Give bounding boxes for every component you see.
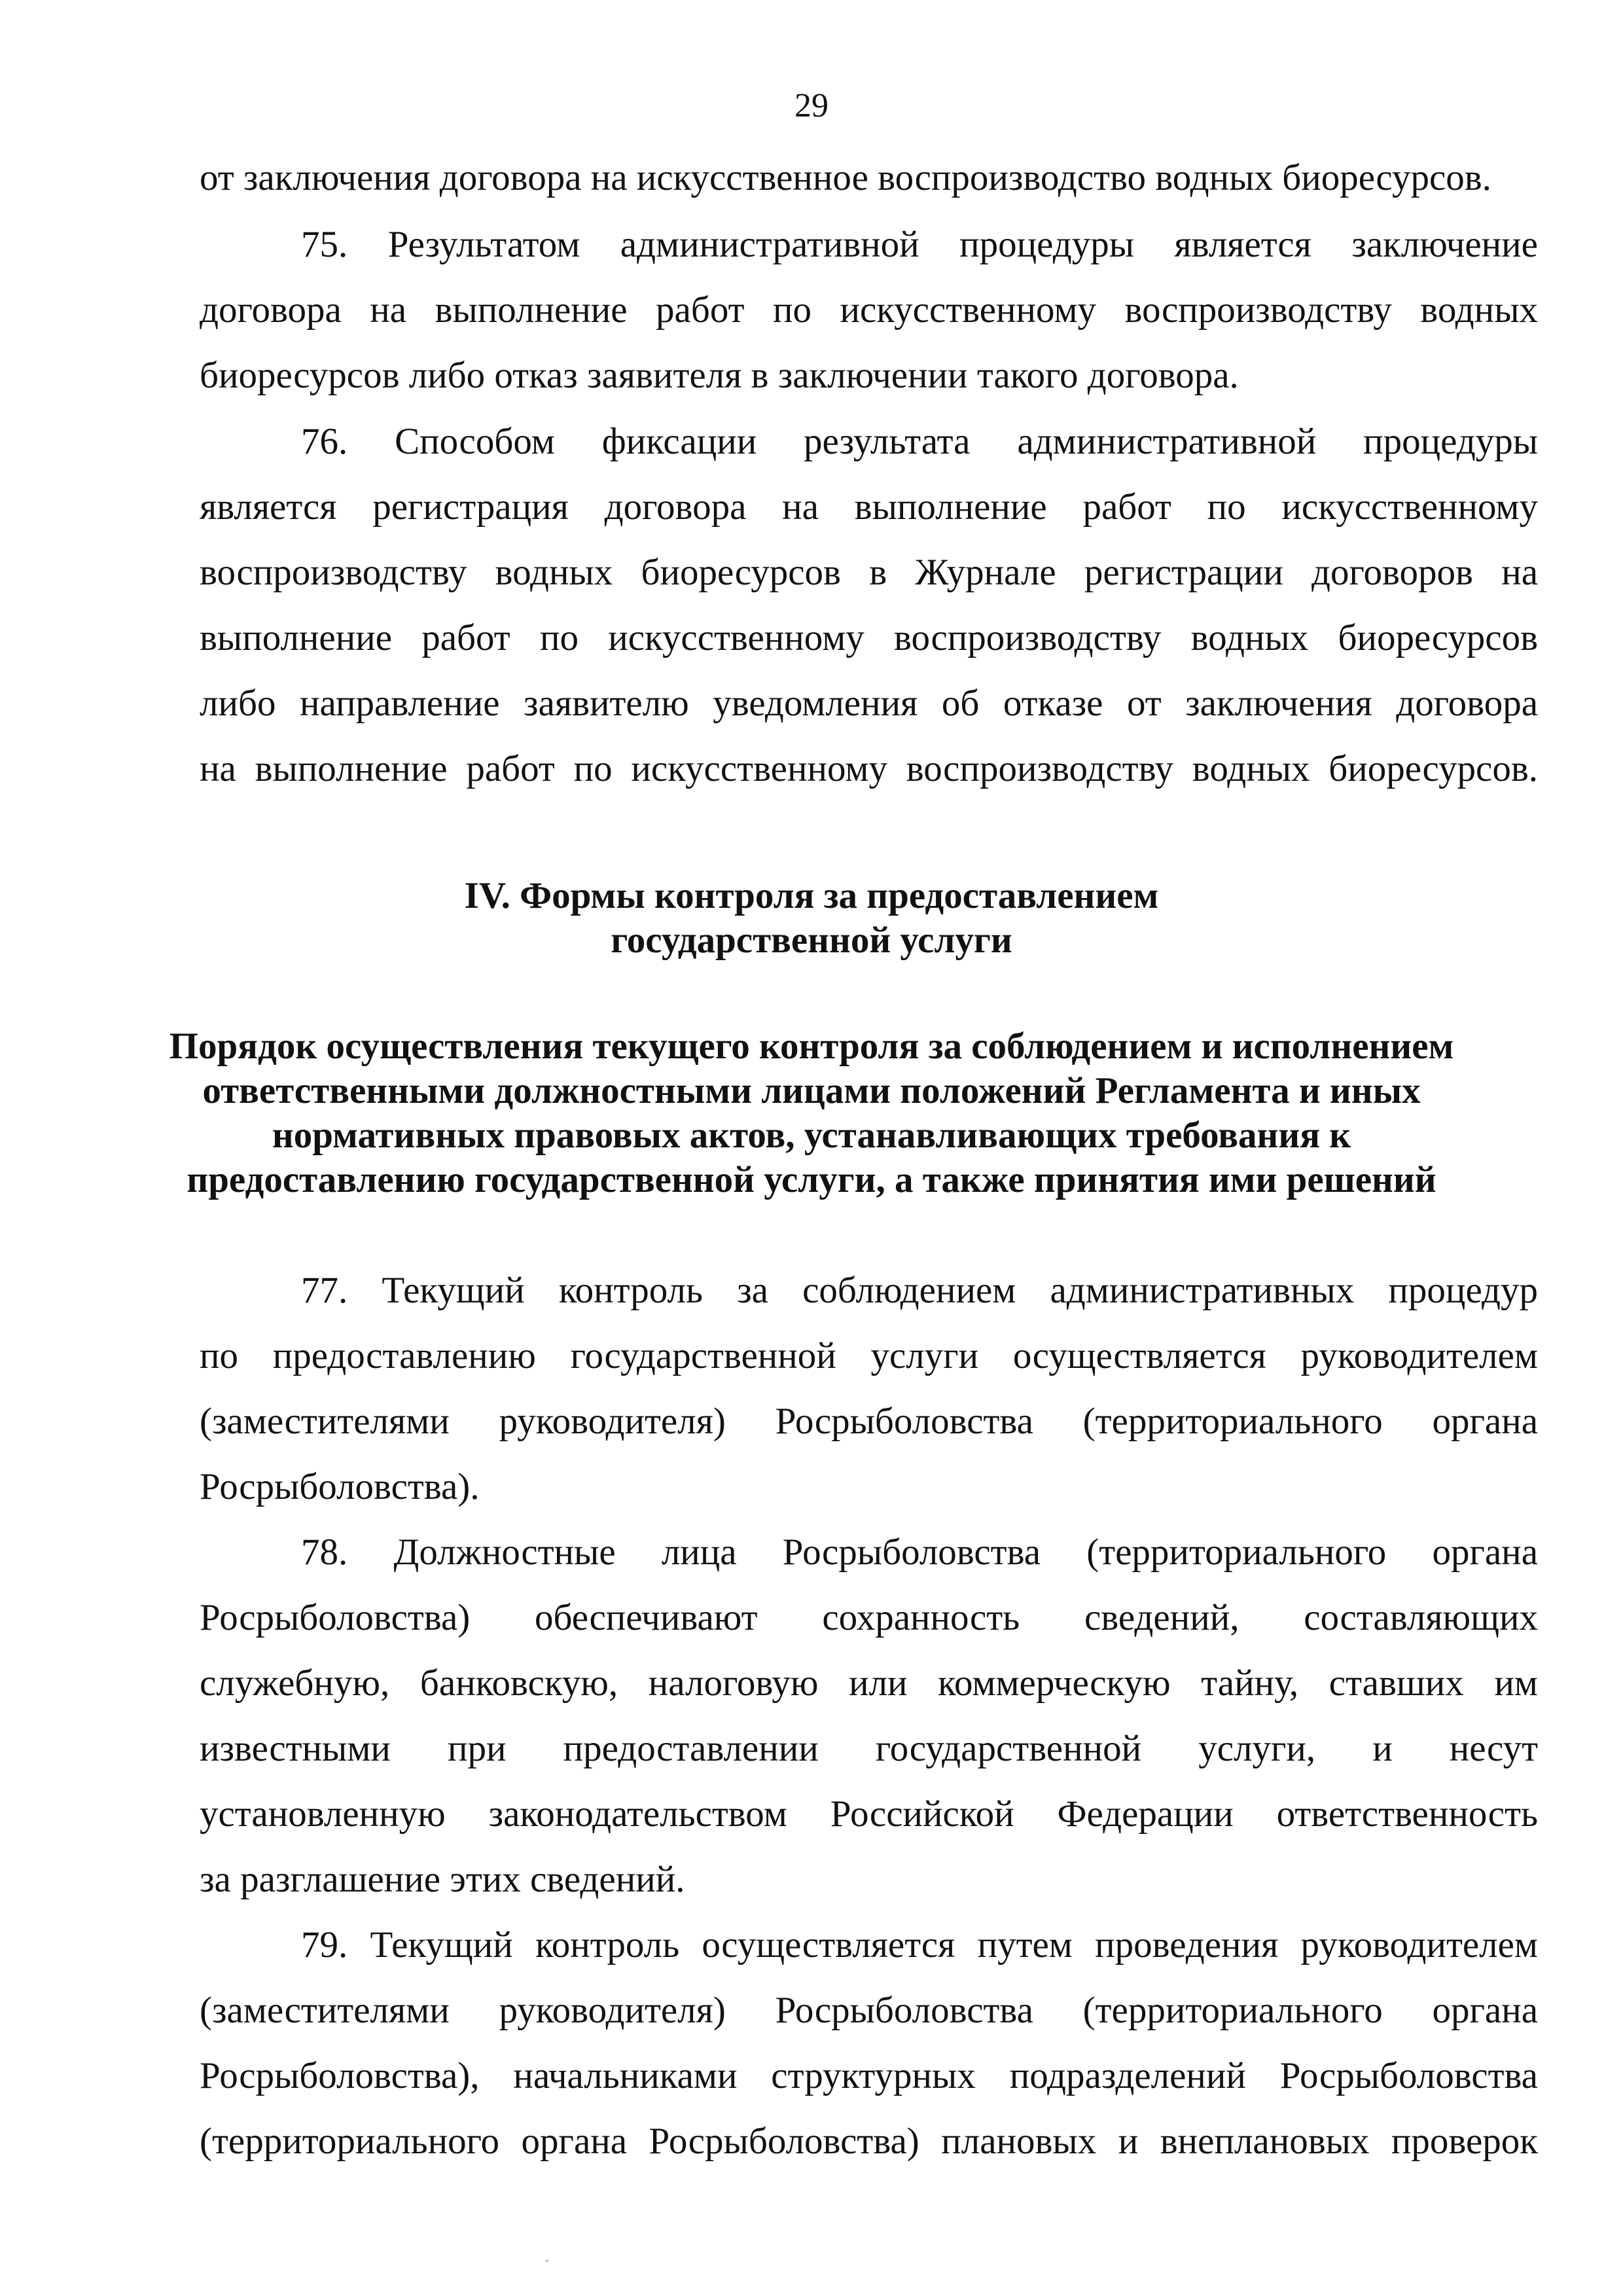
text-line: Росрыболовства). — [200, 1466, 480, 1507]
paragraph-79 — [200, 1912, 1538, 2174]
text-line: биоресурсов либо отказ заявителя в заключении такого договора. — [200, 355, 1239, 396]
text-line: известными при предоставлении государственной услуги, и несут — [200, 1728, 1538, 1769]
subsection-heading-line: ответственными должностными лицами положений Регламента и иных — [202, 1070, 1421, 1111]
text-line: установленную законодательством Российской Федерации ответственность — [200, 1793, 1538, 1835]
text-line: по предоставлению государственной услуги осуществляется руководителем — [200, 1335, 1538, 1376]
section-heading — [0, 874, 1623, 963]
paragraph-75 — [200, 212, 1538, 408]
paragraph-78 — [200, 1520, 1538, 1912]
paragraph-76 — [200, 409, 1538, 802]
text-line: от заключения договора на искусственное воспроизводство водных биоресурсов. — [200, 157, 1491, 198]
text-line: (заместителями руководителя) Росрыболовства (территориального органа — [200, 1401, 1538, 1442]
text-line: на выполнение работ по искусственному воспроизводству водных биоресурсов. — [200, 748, 1538, 789]
intro-paragraph — [200, 145, 1538, 211]
text-line: за разглашение этих сведений. — [200, 1859, 685, 1900]
text-line: 76. Способом фиксации результата административной процедуры — [301, 421, 1538, 462]
subsection-heading-line: нормативных правовых актов, устанавливающих требования к — [272, 1115, 1351, 1156]
text-line: либо направление заявителю уведомления об отказе от заключения договора — [200, 683, 1538, 724]
text-line: воспроизводству водных биоресурсов в Журнале регистрации договоров на — [200, 552, 1538, 593]
text-line: (территориального органа Росрыболовства) плановых и внеплановых проверок — [200, 2121, 1538, 2162]
text-line: 77. Текущий контроль за соблюдением административных процедур — [301, 1270, 1538, 1311]
section-heading-line: государственной услуги — [611, 920, 1012, 961]
text-line: (заместителями руководителя) Росрыболовства (территориального органа — [200, 1990, 1538, 2031]
subsection-heading — [0, 1024, 1623, 1202]
text-line: выполнение работ по искусственному воспроизводству водных биоресурсов — [200, 617, 1538, 658]
section-heading-line: IV. Формы контроля за предоставлением — [464, 875, 1159, 916]
subsection-heading-line: предоставлению государственной услуги, а также принятия ими решений — [187, 1159, 1436, 1200]
text-line: 75. Результатом административной процедуры является заключение — [301, 224, 1538, 265]
text-line: 78. Должностные лица Росрыболовства (территориального органа — [301, 1532, 1538, 1573]
text-line: является регистрация договора на выполнение работ по искусственному — [200, 486, 1538, 528]
subsection-heading-line: Порядок осуществления текущего контроля за соблюдением и исполнением — [169, 1026, 1454, 1067]
paragraph-77 — [200, 1258, 1538, 1520]
scan-artifact — [546, 2259, 548, 2262]
page-number: 29 — [794, 87, 829, 124]
text-line: договора на выполнение работ по искусственному воспроизводству водных — [200, 289, 1538, 331]
text-line: служебную, банковскую, налоговую или коммерческую тайну, ставших им — [200, 1662, 1538, 1704]
text-line: 79. Текущий контроль осуществляется путем проведения руководителем — [301, 1924, 1538, 1965]
text-line: Росрыболовства) обеспечивают сохранность сведений, составляющих — [200, 1597, 1538, 1638]
text-line: Росрыболовства), начальниками структурных подразделений Росрыболовства — [200, 2055, 1538, 2096]
